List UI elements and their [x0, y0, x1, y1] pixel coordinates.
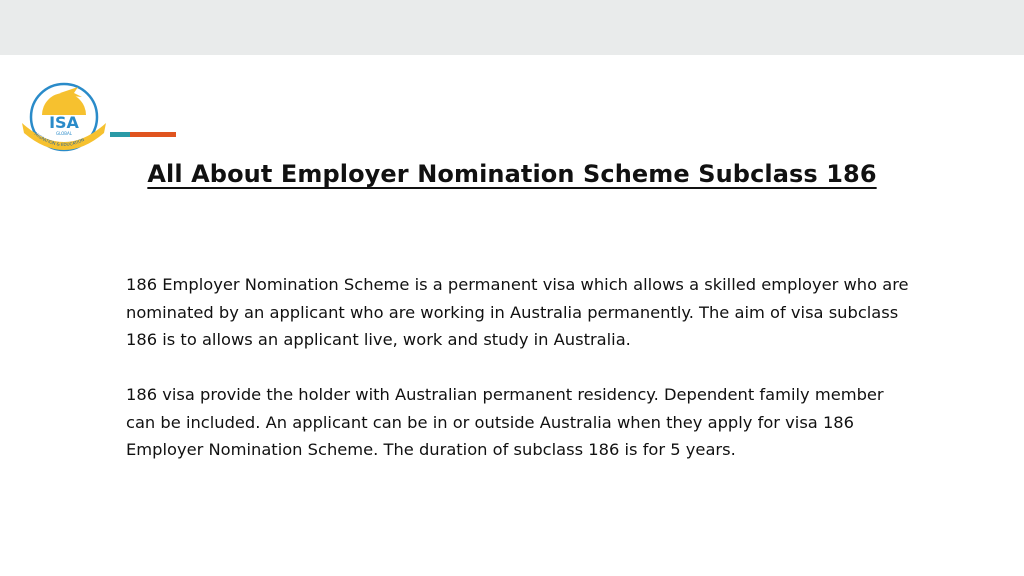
- top-bar: [0, 0, 1024, 55]
- logo-text: ISA: [49, 113, 79, 132]
- accent-line-teal: [110, 132, 130, 137]
- paragraph-details: 186 visa provide the holder with Australian permanent residency. Dependent family member can be included. An applicant can be in or outside Australia when they apply for visa 186 Employer Nomination Scheme. The duration of subclass 186 is for 5 years.: [126, 385, 884, 459]
- logo-subtext: GLOBAL: [55, 131, 73, 136]
- page-title: All About Employer Nomination Scheme Subclass 186: [147, 160, 877, 188]
- accent-line-orange: [130, 132, 176, 137]
- isa-global-logo: [20, 79, 110, 153]
- paragraph-intro: 186 Employer Nomination Scheme is a permanent visa which allows a skilled employer who are nominated by an applicant who are working in Australia permanently. The aim of visa subclass 186 is to allows an applicant live, work and study in Australia.: [126, 275, 909, 349]
- logo-ring-text: MIGRATION & EDUCATION: [33, 131, 86, 148]
